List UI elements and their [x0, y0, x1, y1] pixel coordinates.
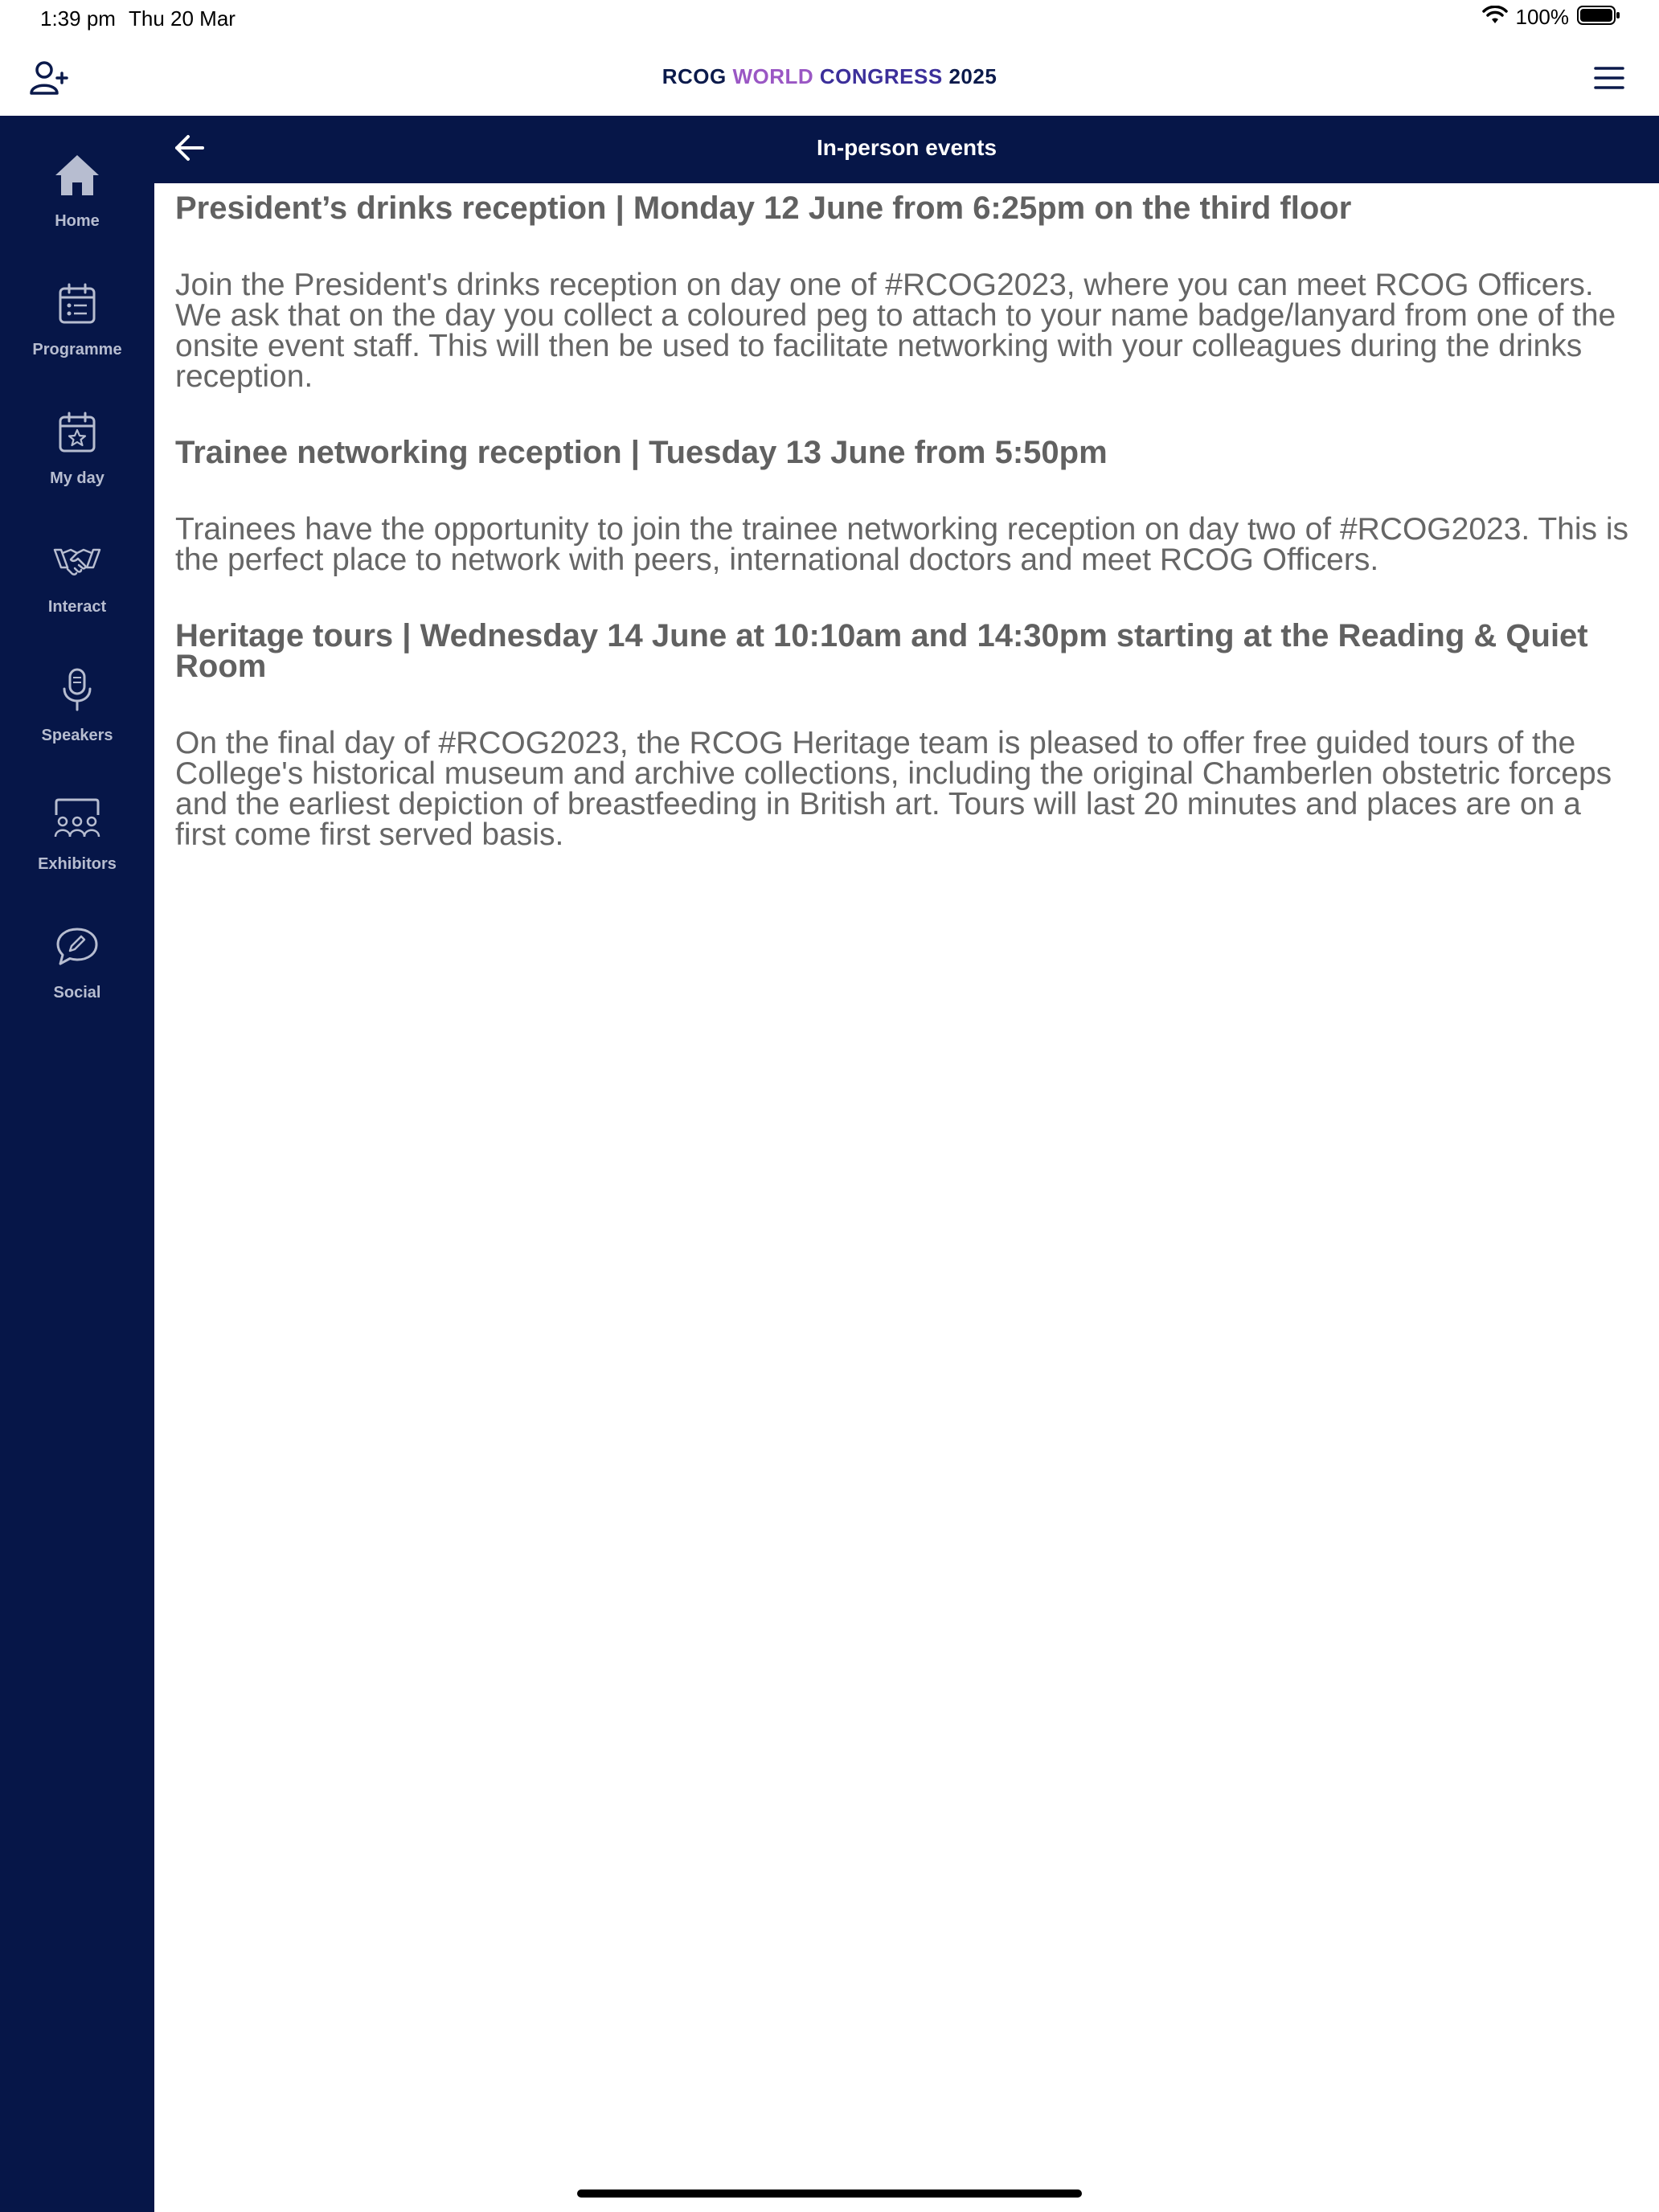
sidebar-item-label: Speakers — [41, 727, 113, 744]
status-right — [1482, 5, 1621, 30]
sidebar-item-my-day[interactable] — [0, 383, 154, 495]
app-header — [0, 39, 1659, 116]
brand-part-world: WORLD — [732, 64, 814, 88]
sidebar-item-label: Exhibitors — [38, 855, 117, 873]
brand-part-congress: CONGRESS — [819, 64, 943, 88]
hamburger-menu-button[interactable] — [1587, 59, 1632, 100]
sidebar-item-label: My day — [50, 469, 104, 487]
sidebar-nav — [0, 116, 154, 2212]
calendar-icon — [51, 278, 103, 330]
battery-percent: 100% — [1515, 5, 1569, 29]
microphone-icon — [51, 664, 103, 715]
event-body-presidents-reception: Join the President's drinks reception on day one of #RCOG2023, where you can meet RCOG Officers. We ask that on the day you collect a coloured peg to attach to your name badge/lanyard from one of the onsite event staff. This will then be used to facilitate networking with your colleagues during the drinks reception. — [175, 268, 1616, 394]
event-heading-trainee-reception: Trainee networking reception | Tuesday 13 June from 5:50pm — [175, 435, 1108, 470]
handshake-icon — [51, 535, 103, 587]
sidebar-item-speakers[interactable] — [0, 640, 154, 752]
home-indicator[interactable] — [577, 2189, 1082, 2198]
sidebar-item-exhibitors[interactable] — [0, 768, 154, 881]
status-date: Thu 20 Mar — [129, 6, 236, 31]
page-topbar — [154, 116, 1659, 183]
exhibitors-icon — [51, 793, 103, 844]
brand-part-year: 2025 — [948, 64, 997, 88]
wifi-icon — [1482, 6, 1508, 29]
sidebar-item-label: Interact — [47, 598, 107, 616]
status-bar — [0, 0, 1659, 39]
content-area — [175, 190, 1638, 852]
event-body-trainee-reception: Trainees have the opportunity to join the trainee networking reception on day two of #RCOG2023. This is the perfect place to network with peers, international doctors and meet RCOG Officers. — [175, 512, 1629, 577]
battery-icon — [1577, 5, 1620, 30]
sidebar-item-label: Home — [55, 212, 100, 230]
sidebar-item-label: Programme — [32, 341, 122, 358]
event-heading-presidents-reception: President’s drinks reception | Monday 12 June from 6:25pm on the third floor — [175, 190, 1352, 226]
event-heading-heritage-tours: Heritage tours | Wednesday 14 June at 10:10am and 14:30pm starting at the Reading & Quiet Room — [175, 618, 1588, 684]
sidebar-item-programme[interactable] — [0, 254, 154, 367]
brand-logo — [0, 64, 1659, 89]
home-icon — [51, 150, 103, 201]
sidebar-item-label: Social — [53, 984, 101, 1002]
status-time: 1:39 pm — [40, 6, 116, 31]
calendar-star-icon — [51, 407, 103, 458]
hamburger-icon — [1593, 65, 1625, 95]
event-body-heritage-tours: On the final day of #RCOG2023, the RCOG Heritage team is pleased to offer free guided tours of the College's historical museum and archive collections, including the original Chamberlen obstetric forceps and the earliest depiction of breastfeeding in British art. Tours will last 20 minutes and places are on a first come first served basis. — [175, 726, 1612, 852]
page-title: In-person events — [816, 135, 997, 160]
sidebar-item-interact[interactable] — [0, 511, 154, 624]
social-icon — [51, 921, 103, 973]
brand-part-rcog: RCOG — [662, 64, 727, 88]
sidebar-item-home[interactable] — [0, 125, 154, 238]
sidebar-item-social[interactable] — [0, 897, 154, 1010]
